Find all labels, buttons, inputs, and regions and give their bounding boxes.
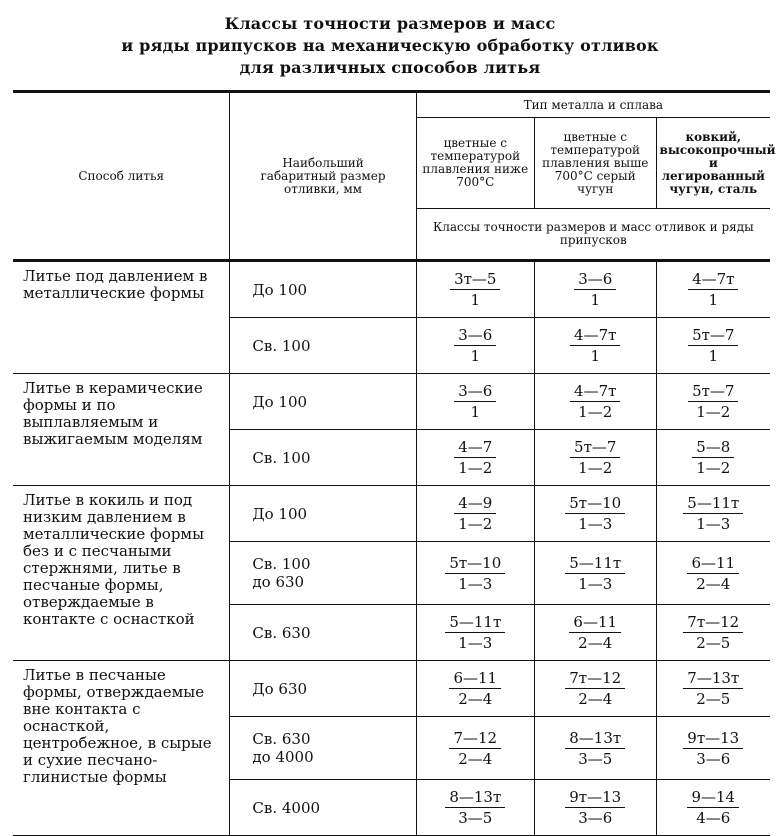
accuracy-class: 4—7т [688, 270, 738, 290]
class-cell [416, 261, 534, 318]
size-label: Св. 100 [252, 448, 311, 467]
size-cell [230, 542, 416, 605]
allowance-row: 1—2 [458, 515, 493, 533]
size-cell [230, 717, 416, 780]
class-cell [656, 542, 770, 605]
size-label-upper: до 630 [252, 573, 305, 591]
class-fraction [687, 788, 739, 827]
class-fraction [449, 729, 501, 768]
title-line-3: для различных способов литья [239, 58, 541, 77]
class-cell [656, 780, 770, 836]
class-fraction [445, 613, 505, 652]
accuracy-class: 5т—10 [445, 554, 505, 574]
size-label: Св. 630 [252, 623, 311, 642]
header-classes: Классы точности размеров и масс отливок и ряды припусков [416, 209, 770, 261]
size-cell [230, 261, 416, 318]
size-label: До 100 [252, 392, 308, 411]
class-cell [656, 605, 770, 661]
allowance-row: 3—6 [578, 809, 613, 827]
class-fraction [683, 669, 743, 708]
class-cell [534, 661, 656, 717]
class-fraction [454, 326, 496, 365]
size-label-upper: до 4000 [252, 748, 314, 766]
accuracy-class: 7т—12 [683, 613, 743, 633]
accuracy-table [13, 90, 776, 836]
allowance-row: 2—4 [458, 690, 493, 708]
size-label: До 100 [252, 280, 308, 299]
class-fraction [565, 494, 625, 533]
allowance-row: 1—2 [696, 403, 731, 421]
allowance-row: 1 [470, 291, 481, 309]
class-cell [534, 318, 656, 374]
class-fraction [683, 494, 743, 533]
class-cell [534, 374, 656, 430]
accuracy-class: 6—11 [569, 613, 621, 633]
allowance-row: 3—6 [696, 749, 731, 768]
class-fraction [445, 554, 505, 593]
accuracy-class: 6—11 [449, 669, 501, 689]
accuracy-class: 3—6 [454, 382, 496, 402]
accuracy-class: 5—11т [445, 613, 505, 633]
class-fraction [688, 382, 738, 421]
class-cell [656, 318, 770, 374]
class-fraction [688, 326, 738, 365]
allowance-row: 2—4 [578, 634, 613, 652]
class-fraction [570, 326, 620, 365]
table-row [13, 661, 770, 717]
size-cell [230, 605, 416, 661]
allowance-row: 1 [708, 347, 719, 365]
allowance-row: 3—5 [578, 749, 613, 768]
title-line-2: и ряды припусков на механическую обработку отливок [121, 36, 659, 55]
casting-method: Литье в песчаные формы, отверждаемые вне контакта с оснасткой, центробежное, в сырые и сухие песчано-глинистые формы [13, 661, 230, 836]
allowance-row: 1—2 [578, 403, 613, 421]
class-fraction [449, 669, 501, 708]
class-cell [656, 717, 770, 780]
size-label: Св. 630 [252, 730, 311, 748]
casting-method: Литье в кокиль и под низким давлением в металлические формы без и с песчаными стержнями, литье в песчаные формы, отверждаемые в контакте с оснасткой [13, 486, 230, 661]
accuracy-class: 9т—13 [683, 729, 743, 749]
accuracy-class: 3—6 [454, 326, 496, 346]
size-cell [230, 374, 416, 430]
title-line-1: Классы точности размеров и масс [224, 14, 556, 33]
allowance-row: 1—3 [696, 515, 731, 533]
allowance-row: 1 [590, 291, 600, 309]
allowance-row: 2—5 [696, 690, 731, 708]
class-cell [534, 430, 656, 486]
allowance-row: 1—3 [578, 515, 613, 533]
allowance-row: 4—6 [696, 809, 731, 827]
size-cell [230, 318, 416, 374]
class-fraction [692, 438, 734, 477]
class-cell [416, 661, 534, 717]
class-fraction [574, 270, 616, 309]
class-cell [416, 430, 534, 486]
allowance-row: 1 [470, 403, 481, 421]
size-label: До 100 [252, 504, 308, 523]
class-cell [656, 486, 770, 542]
size-label: До 630 [252, 679, 308, 698]
accuracy-class: 4—9 [454, 494, 496, 514]
class-fraction [570, 382, 620, 421]
allowance-row: 2—4 [458, 749, 493, 768]
allowance-row: 1—2 [458, 459, 493, 477]
class-cell [416, 780, 534, 836]
casting-method: Литье под давлением в металлические формы [13, 261, 230, 374]
class-fraction [683, 729, 743, 768]
allowance-row: 1—3 [578, 574, 613, 593]
size-cell [230, 430, 416, 486]
accuracy-class: 5—11т [683, 494, 743, 514]
class-cell [416, 318, 534, 374]
class-cell [416, 374, 534, 430]
class-fraction [454, 438, 496, 477]
allowance-row: 1 [708, 291, 719, 309]
accuracy-class: 7—13т [683, 669, 743, 689]
allowance-row: 1—3 [458, 574, 493, 593]
header-size: Наибольший габаритный размер отливки, мм [230, 92, 416, 261]
table-row [13, 374, 770, 430]
class-fraction [570, 438, 620, 477]
accuracy-class: 6—11 [687, 554, 739, 574]
size-cell [230, 661, 416, 717]
accuracy-class: 8—13т [445, 788, 505, 808]
class-fraction [683, 613, 743, 652]
class-cell [416, 542, 534, 605]
accuracy-class: 5т—7 [688, 326, 738, 346]
accuracy-class: 7—12 [449, 729, 501, 749]
allowance-row: 2—5 [696, 634, 731, 652]
allowance-row: 2—4 [696, 574, 731, 593]
header-method: Способ литья [13, 92, 230, 261]
accuracy-class: 9—14 [687, 788, 739, 808]
size-label: Св. 100 [252, 555, 311, 573]
allowance-row: 3—5 [458, 809, 493, 827]
table-row [13, 261, 770, 318]
class-cell [534, 486, 656, 542]
size-cell [230, 486, 416, 542]
class-cell [416, 717, 534, 780]
size-cell [230, 780, 416, 836]
class-cell [534, 605, 656, 661]
accuracy-class: 5т—7 [570, 438, 620, 458]
class-fraction [565, 554, 625, 593]
accuracy-class: 5—8 [692, 438, 734, 458]
class-cell [416, 486, 534, 542]
class-fraction [565, 669, 625, 708]
table-body [13, 261, 770, 836]
accuracy-class: 8—13т [565, 729, 625, 749]
allowance-row: 1 [470, 347, 481, 365]
document-title [0, 0, 780, 77]
table-row [13, 486, 770, 542]
class-cell [656, 661, 770, 717]
header-metal-type: Тип металла и сплава [416, 92, 770, 118]
accuracy-class: 4—7т [570, 326, 620, 346]
class-fraction [687, 554, 739, 593]
allowance-row: 2—4 [578, 690, 613, 708]
header-col-nonferrous-high: цветные с температурой плавления выше 700°С серый чугун [534, 118, 656, 209]
accuracy-class: 4—7т [570, 382, 620, 402]
allowance-row: 1—2 [696, 459, 731, 477]
class-cell [534, 717, 656, 780]
class-cell [534, 261, 656, 318]
class-cell [416, 605, 534, 661]
accuracy-class: 3—6 [574, 270, 616, 290]
accuracy-class: 5т—10 [565, 494, 625, 514]
class-cell [656, 374, 770, 430]
class-fraction [569, 613, 621, 652]
class-fraction [565, 729, 625, 768]
class-cell [534, 542, 656, 605]
casting-method: Литье в керамические формы и по выплавляемым и выжигаемым моделям [13, 374, 230, 486]
class-fraction [445, 788, 505, 827]
accuracy-class: 5т—7 [688, 382, 738, 402]
accuracy-class: 4—7 [454, 438, 496, 458]
class-fraction [454, 382, 496, 421]
class-fraction [688, 270, 738, 309]
allowance-row: 1—2 [578, 459, 613, 477]
accuracy-class: 5—11т [565, 554, 625, 574]
class-fraction [565, 788, 625, 827]
size-label: Св. 100 [252, 336, 311, 355]
class-cell [656, 261, 770, 318]
class-fraction [450, 270, 500, 309]
accuracy-class: 3т—5 [450, 270, 500, 290]
class-fraction [454, 494, 496, 533]
class-cell [656, 430, 770, 486]
header-col-nonferrous-low: цветные с температурой плавления ниже 700°С [416, 118, 534, 209]
accuracy-class: 9т—13 [565, 788, 625, 808]
accuracy-class: 7т—12 [565, 669, 625, 689]
allowance-row: 1 [590, 347, 600, 365]
header-col-steel: ковкий, высокопрочный и легированный чугун, сталь [656, 118, 770, 209]
size-label: Св. 4000 [252, 798, 321, 817]
class-cell [534, 780, 656, 836]
allowance-row: 1—3 [458, 634, 493, 652]
